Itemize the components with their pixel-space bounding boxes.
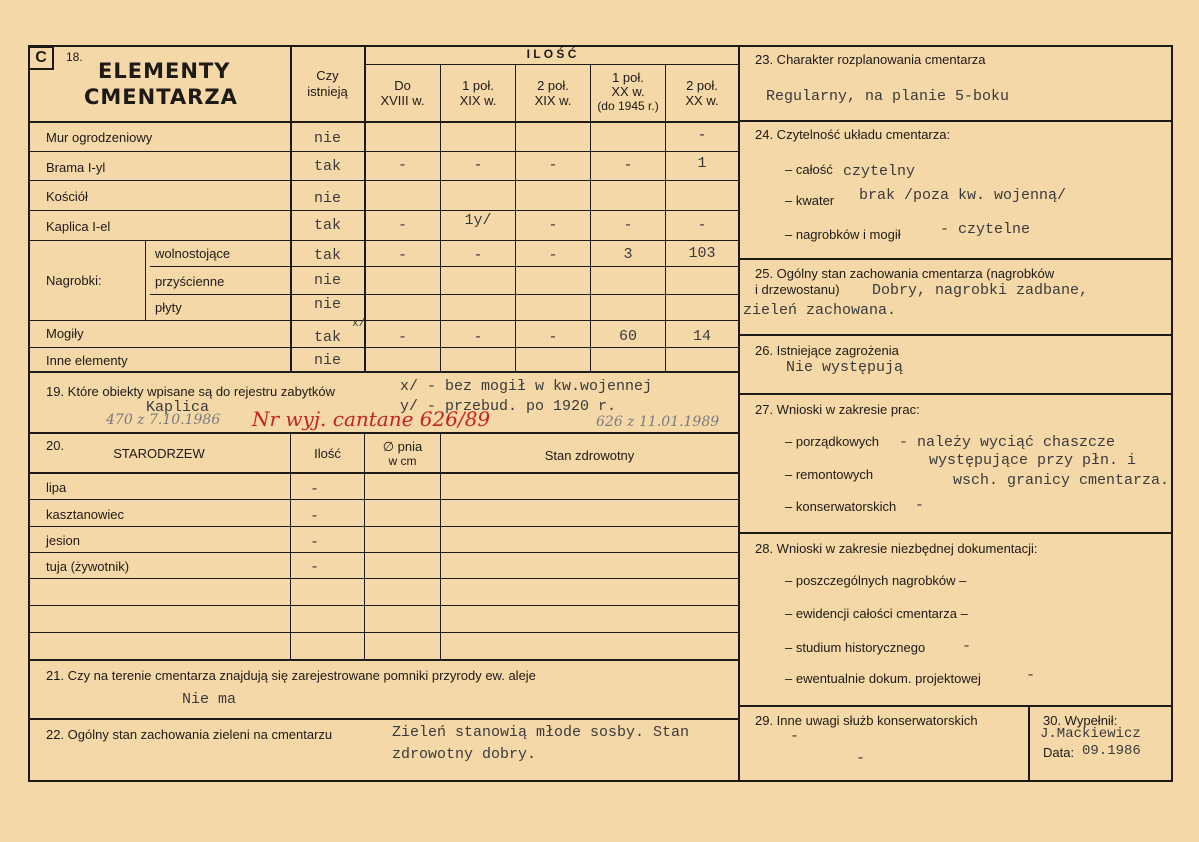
s22-label: 22. Ogólny stan zachowania zieleni na cmentarzu: [46, 727, 333, 742]
s28-dash: -: [1026, 667, 1036, 684]
s25-value-1: Dobry, nagrobki zadbane,: [872, 282, 1089, 299]
s27-a-value: - należy wyciąć chaszcze: [899, 434, 1116, 451]
s19-kaplica: Kaplica: [146, 399, 210, 416]
s18-col-1-b: XVIII w.: [380, 93, 425, 108]
s18-cell: -: [397, 247, 407, 264]
s18-col-3-a: 2 poł.: [537, 78, 569, 93]
s20-col-line: [290, 432, 291, 659]
s18-header-bottom: [28, 121, 738, 123]
s20-tree-qty: -: [310, 534, 320, 551]
s18-cell: 1y/: [464, 212, 492, 229]
s18-exists-value: nie: [313, 352, 341, 369]
s26-value: Nie występują: [786, 359, 904, 376]
s18-col-1: [365, 78, 440, 108]
s18-row-line: [28, 151, 738, 152]
s19-register-right: 626 z 11.01.1989: [596, 414, 720, 430]
s18-exists-value: nie: [313, 130, 341, 147]
s18-cell: -: [623, 217, 633, 234]
s19-top-line: [28, 371, 738, 373]
s19-note-y: y/ - przebud. po 1920 r.: [400, 398, 617, 415]
s28-item: – ewidencji całości cmentarza –: [785, 606, 968, 621]
s18-cell: 60: [618, 328, 637, 345]
s18-col-4: [591, 71, 665, 113]
s18-exists-value: nie: [313, 190, 341, 207]
s18-row-label: Mur ogrodzeniowy: [46, 130, 153, 145]
s30-name: J.Mackiewicz: [1040, 726, 1141, 742]
s24-kwater-label: – kwater: [785, 193, 835, 208]
s27-b-value: występujące przy płn. i: [929, 452, 1137, 469]
s18-title-1: ELEMENTY: [98, 59, 231, 83]
s20-row-line: [28, 578, 738, 579]
s20-row-line: [28, 526, 738, 527]
s18-cell: -: [697, 127, 707, 144]
s28-item: – poszczególnych nagrobków –: [785, 573, 967, 588]
s30-date: 09.1986: [1082, 743, 1141, 759]
s18-exists-value: nie: [313, 296, 341, 313]
s21-top-line: [28, 659, 738, 661]
s26-top-line: [740, 334, 1173, 336]
s18-row-label: Kościół: [46, 189, 88, 204]
s25-label-1: 25. Ogólny stan zachowania cmentarza (nagrobków: [755, 266, 1055, 281]
s19-note-x: x/ - bez mogił w kw.wojennej: [400, 378, 653, 395]
s18-cell: -: [473, 157, 483, 174]
s20-tree-qty: -: [310, 508, 320, 525]
s18-exists-value: tak: [313, 158, 341, 175]
s18-col-2-b: XIX w.: [459, 93, 497, 108]
s18-number: 18.: [66, 50, 83, 64]
s20-row-line: [28, 632, 738, 633]
s18-col-exists-1: Czy: [316, 68, 339, 83]
card-code-box: C: [28, 46, 54, 70]
s20-row-line: [28, 552, 738, 553]
s18-cell: -: [397, 217, 407, 234]
s18-row-label: płyty: [155, 300, 182, 315]
s25-label-2: i drzewostanu): [755, 282, 840, 297]
s27-label: 27. Wnioski w zakresie prac:: [755, 402, 920, 417]
s20-col-line: [364, 432, 365, 659]
s24-calosc-label: – całość: [785, 162, 833, 177]
s18-row-label: Inne elementy: [46, 353, 128, 368]
s20-header-diam-2: w cm: [388, 454, 417, 468]
s20-row-line: [28, 605, 738, 606]
s24-calosc-value: czytelny: [843, 163, 916, 180]
s18-exists-value: tak: [313, 329, 341, 346]
s18-cell: -: [697, 217, 707, 234]
s24-label: 24. Czytelność układu cmentarza:: [755, 127, 951, 142]
s19-label: 19. Które obiekty wpisane są do rejestru zabytków: [46, 384, 336, 399]
s20-header-tree: STARODRZEW: [113, 446, 205, 461]
s27-a-label: – porządkowych: [785, 434, 879, 449]
s27-c-value: wsch. granicy cmentarza.: [953, 472, 1170, 489]
s28-top-line: [740, 532, 1173, 534]
s18-row-label: Mogiły: [46, 326, 84, 341]
s18-col-5: [666, 78, 738, 108]
frame-left: [28, 45, 30, 782]
s25-top-line: [740, 258, 1173, 260]
s26-label: 26. Istniejące zagrożenia: [755, 343, 899, 358]
s23-value: Regularny, na planie 5-boku: [766, 88, 1010, 105]
s20-number: 20.: [46, 438, 65, 453]
s29-label: 29. Inne uwagi służb konserwatorskich: [755, 713, 978, 728]
s18-cell: -: [548, 157, 558, 174]
s19-register-red: Nr wyj. cantane 626/89: [252, 407, 491, 431]
s18-cell: -: [548, 217, 558, 234]
s22-value-2: zdrowotny dobry.: [392, 746, 537, 763]
frame-bottom-right: [740, 780, 1173, 782]
s18-row-label: Kaplica I-el: [46, 219, 111, 234]
s24-nagrob-label: – nagrobków i mogił: [785, 227, 901, 242]
s18-exists-note: x/: [352, 318, 366, 330]
s18-exists-value: nie: [313, 272, 341, 289]
s30-label: 30. Wypełnił:: [1043, 713, 1118, 728]
s18-cell: -: [548, 329, 558, 346]
s18-cell: 103: [688, 245, 716, 262]
s20-tree-qty: -: [310, 559, 320, 576]
s29-dash-2: -: [856, 750, 866, 767]
s28-item: – ewentualnie dokum. projektowej: [785, 671, 981, 686]
s18-nagrobki-divider: [145, 240, 146, 320]
s18-col-5-a: 2 poł.: [686, 78, 718, 93]
s18-col-4-a: 1 poł.: [612, 70, 644, 85]
s27-b-label: – remontowych: [785, 467, 874, 482]
s27-c-label: – konserwatorskich: [785, 499, 897, 514]
s18-col-exists: [291, 68, 364, 100]
s20-row-line: [28, 499, 738, 500]
s18-cell: 14: [692, 328, 711, 345]
s18-cell: -: [473, 247, 483, 264]
s18-col-4-b: XX w.: [611, 84, 645, 99]
s18-title-2: CMENTARZA: [84, 85, 238, 109]
s20-top-line: [28, 432, 738, 434]
s20-tree-name: kasztanowiec: [46, 507, 125, 522]
s20-col-line: [440, 432, 441, 659]
s29-top-line: [740, 705, 1173, 707]
s24-kwater-value: brak /poza kw. wojenną/: [859, 187, 1067, 204]
s20-tree-qty: -: [310, 481, 320, 498]
s25-value-2: zieleń zachowana.: [743, 302, 897, 319]
s24-nagrob-value: - czytelne: [940, 221, 1031, 238]
s18-row-label: wolnostojące: [155, 246, 231, 261]
s18-cell: 1: [697, 155, 707, 172]
s18-col-exists-2: istnieją: [307, 84, 348, 99]
s28-label: 28. Wnioski w zakresie niezbędnej dokumentacji:: [755, 541, 1038, 556]
s24-top-line: [740, 120, 1173, 122]
s20-header-qty: Ilość: [314, 446, 341, 461]
s18-row-line: [28, 320, 738, 321]
s20-tree-name: tuja (żywotnik): [46, 559, 130, 574]
s18-cell: -: [548, 247, 558, 264]
s27-top-line: [740, 393, 1173, 395]
s28-dash: -: [962, 638, 972, 655]
s18-cell: 3: [623, 246, 633, 263]
s28-item: – studium historycznego: [785, 640, 926, 655]
s19-register-left: 470 z 7.10.1986: [106, 412, 221, 428]
s22-value-1: Zieleń stanowią młode sosby. Stan: [392, 724, 690, 741]
s20-header-bottom: [28, 472, 738, 474]
s18-exists-value: tak: [313, 217, 341, 234]
frame-right: [1171, 45, 1173, 782]
frame-bottom-left: [28, 780, 738, 782]
s18-row-line: [28, 210, 738, 211]
s27-c-dash: -: [915, 497, 925, 514]
s22-top-line: [28, 718, 738, 720]
s18-cell: -: [397, 157, 407, 174]
s18-ilosc-header: I L O Ś Ć: [526, 47, 577, 61]
s18-row-line: [150, 294, 738, 295]
s18-row-line: [28, 240, 738, 241]
s18-exists-value: tak: [313, 247, 341, 264]
s18-row-label: przyścienne: [155, 274, 225, 289]
s20-header-diam: [365, 439, 440, 469]
s18-col-5-b: XX w.: [685, 93, 719, 108]
s18-col-2: [441, 78, 515, 108]
s18-row-label: Brama I-yl: [46, 160, 106, 175]
s30-date-label: Data:: [1043, 745, 1075, 760]
s18-col-2-a: 1 poł.: [462, 78, 494, 93]
s20-header-health: Stan zdrowotny: [544, 448, 635, 463]
s29-s30-divider: [1028, 705, 1030, 780]
s20-tree-name: lipa: [46, 480, 67, 495]
s18-nagrobki-label: Nagrobki:: [46, 273, 102, 288]
frame-mid: [738, 45, 740, 782]
s20-header-diam-1: ∅ pnia: [382, 439, 423, 454]
s18-col-3: [516, 78, 590, 108]
s18-cell: -: [397, 329, 407, 346]
s29-dash-1: -: [790, 728, 800, 745]
s18-row-line: [28, 180, 738, 181]
s18-col-3-b: XIX w.: [534, 93, 572, 108]
s20-tree-name: jesion: [46, 533, 80, 548]
s21-value: Nie ma: [182, 691, 237, 708]
s23-label: 23. Charakter rozplanowania cmentarza: [755, 52, 986, 67]
s18-ilosc-line: [365, 64, 738, 65]
s18-cell: -: [623, 157, 633, 174]
s18-col-4-c: (do 1945 r.): [597, 99, 659, 113]
s18-col-1-a: Do: [394, 78, 411, 93]
s18-row-line: [28, 347, 738, 348]
s21-label: 21. Czy na terenie cmentarza znajdują się zarejestrowane pomniki przyrody ew. aleje: [46, 668, 536, 683]
s18-row-line: [150, 266, 738, 267]
s18-cell: -: [473, 329, 483, 346]
